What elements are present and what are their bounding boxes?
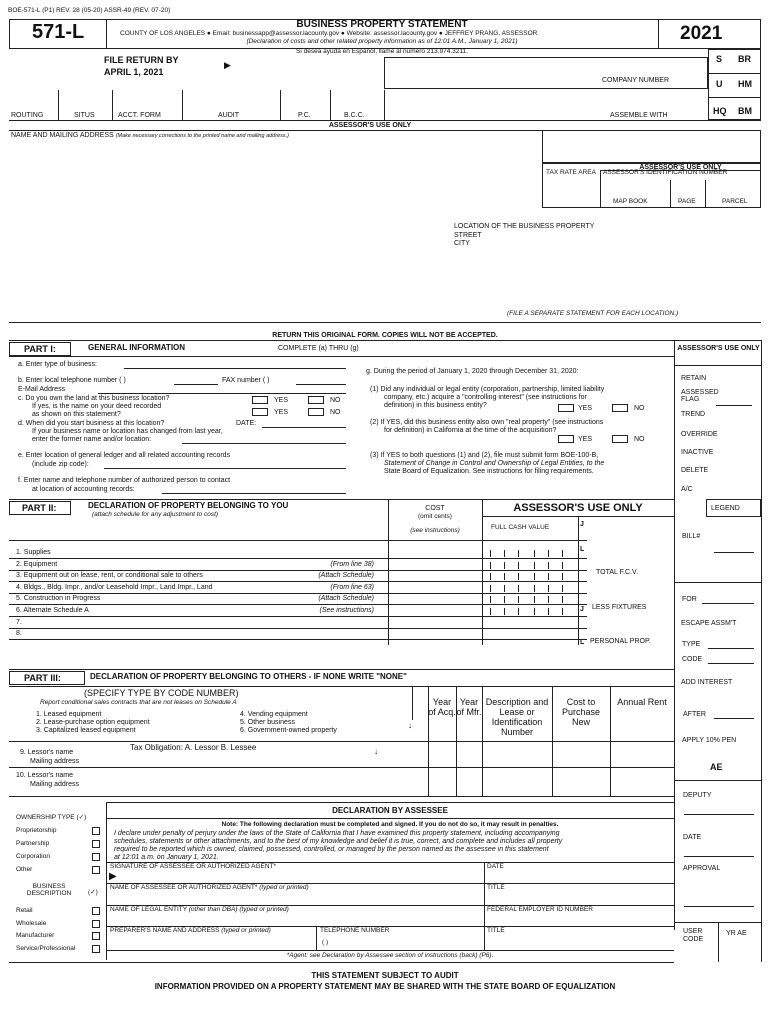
tax-rate-area-label: TAX RATE AREA: [546, 169, 596, 176]
code-1: 1. Leased equipment: [36, 711, 102, 718]
situs-label: SITUS: [74, 112, 95, 119]
specify-type: (SPECIFY TYPE BY CODE NUMBER): [84, 688, 239, 698]
ae-label: AE: [710, 762, 723, 772]
year-acq-header: Year of Acq.: [428, 697, 456, 717]
footer-audit: THIS STATEMENT SUBJECT TO AUDIT: [311, 971, 459, 980]
approval-input[interactable]: [684, 906, 754, 907]
accounting-records-label: at location of accounting records:: [32, 486, 135, 493]
routing-label: ROUTING: [11, 112, 44, 119]
map-book-label: MAP BOOK: [613, 198, 648, 205]
form-title: BUSINESS PROPERTY STATEMENT: [296, 19, 468, 30]
fax-label: FAX number ( ): [222, 377, 270, 384]
user-code-label: USER CODE: [683, 928, 704, 944]
fcv-tick: [518, 573, 519, 580]
fcv-tick: [534, 573, 535, 580]
part2-item-note: (See instructions): [319, 607, 374, 614]
yes-label: YES: [274, 397, 289, 404]
fcv-tick: [562, 596, 563, 603]
telephone-label: TELEPHONE NUMBER: [320, 927, 390, 934]
business-type-checkbox[interactable]: [92, 907, 100, 915]
code-2: 2. Lease-purchase option equipment: [36, 719, 150, 726]
code-br: BR: [738, 54, 751, 64]
part2-cost-input[interactable]: [390, 618, 480, 628]
assessor-use-only-header: ASSESSOR'S USE ONLY: [328, 122, 412, 129]
ownership-type-label: OWNERSHIP TYPE (✓): [16, 814, 87, 821]
lessor9-label: 9. Lessor's name: [20, 749, 74, 756]
cost-new-header: Cost to Purchase New: [561, 697, 601, 727]
part2-item-note: (From line 63): [330, 584, 374, 591]
form-subtitle: (Declaration of costs and other related property information as of 12:01 A.M., January 1, 2021): [246, 38, 518, 45]
ain-label: ASSESSOR'S IDENTIFICATION NUMBER: [603, 169, 728, 176]
part1-complete: COMPLETE (a) THRU (g): [278, 345, 359, 352]
yes-label: YES: [274, 409, 289, 416]
business-type-label: Service/Professional: [16, 944, 76, 952]
file-return-by: FILE RETURN BY: [104, 55, 179, 65]
spanish-help: Si desea ayuda en Español, llame al número 213.974.3211.: [296, 48, 468, 55]
no-label: NO: [330, 397, 341, 404]
business-type-checkbox[interactable]: [92, 920, 100, 928]
type-of-business-label: a. Enter type of business:: [18, 361, 97, 368]
ledger-location-input[interactable]: [104, 468, 346, 469]
code-hm: HM: [738, 79, 752, 89]
part2-cost-input[interactable]: [390, 606, 480, 616]
fcv-tick: [534, 585, 535, 592]
declaration-text2: schedules, statements or other attachments, and to the best of my knowledge and belief it is true, correct, and complete and includes all property: [114, 838, 563, 845]
part2-row-line: [9, 581, 587, 582]
tax-obligation-label: Tax Obligation: A. Lessor B. Lessee: [130, 743, 257, 752]
fcv-tick: [548, 596, 549, 603]
telephone-parens: ( ): [322, 939, 329, 946]
start-date-label: DATE:: [236, 420, 257, 427]
check-mark: (✓): [88, 889, 98, 896]
business-type-label: Retail: [16, 907, 33, 914]
city-label: CITY: [454, 240, 470, 247]
fcv-tick: [548, 550, 549, 557]
code-label: CODE: [682, 656, 703, 663]
q2-line1: (2) If YES, did this business entity also own "real property" (see instructions: [370, 419, 604, 426]
part2-item-label: 4. Bldgs., Bldg. Impr., and/or Leasehold Impr., Land Impr., Land: [16, 584, 213, 591]
down-arrow-icon: ↓: [408, 721, 412, 730]
code-bm: BM: [738, 106, 752, 116]
part2-cost-input[interactable]: [390, 571, 480, 581]
declaration-text1: I declare under penalty of perjury under the laws of the State of California that I have examined this property statement, including accompanying: [114, 830, 560, 837]
after-input[interactable]: [714, 718, 754, 719]
full-cash-value-label: FULL CASH VALUE: [491, 524, 550, 531]
q3-line2: Statement of Change in Control and Ownership of Legal Entities, to the: [384, 460, 605, 467]
down-arrow-icon: ↓: [374, 747, 378, 756]
declaration-text3: required to be reported which is owned, claimed, possessed, controlled, or managed by the person named as the assessee in this statement: [114, 846, 549, 853]
less-fixtures-label: LESS FIXTURES: [592, 604, 647, 611]
location-title: LOCATION OF THE BUSINESS PROPERTY: [454, 223, 595, 230]
parcel-label: PARCEL: [722, 198, 748, 205]
signature-label: SIGNATURE OF ASSESSEE OR AUTHORIZED AGENT*: [110, 863, 277, 870]
personal-prop-label: PERSONAL PROP.: [590, 638, 651, 645]
part2-row-line: [9, 604, 587, 605]
report-note: Report conditional sales contracts that are not leases on Schedule A: [40, 699, 237, 706]
part2-cost-input[interactable]: [390, 548, 480, 558]
q3-line3: State Board of Equalization. See instructions for filing requirements.: [384, 468, 594, 475]
acct-form-label: ACCT. FORM: [118, 112, 161, 119]
part2-item-label: 5. Construction in Progress: [16, 595, 101, 602]
part2-row-line: [9, 558, 587, 559]
fcv-tick: [548, 585, 549, 592]
part1-label: PART I:: [24, 344, 56, 354]
fcv-tick: [504, 608, 505, 615]
for-label: FOR: [682, 596, 697, 603]
code-hq: HQ: [713, 106, 727, 116]
part1-title: GENERAL INFORMATION: [88, 343, 186, 352]
q2-yes-checkbox[interactable]: [558, 435, 574, 443]
q1-line2: company, etc.) acquire a "controlling interest" (see instructions for: [384, 394, 587, 401]
code-5: 5. Other business: [240, 719, 295, 726]
start-business-label: d. When did you start business at this location?: [18, 420, 165, 427]
name-assessee-label: NAME OF ASSESSEE OR AUTHORIZED AGENT* (typed or printed): [110, 884, 309, 891]
part2-item-note: (Attach Schedule): [318, 595, 374, 602]
assessed-flag-label: ASSESSED FLAG: [681, 389, 719, 403]
no-label: NO: [330, 409, 341, 416]
fcv-tick: [534, 596, 535, 603]
part2-label: PART II:: [22, 503, 57, 513]
mailing9-label: Mailing address: [30, 758, 80, 765]
authorized-person-input[interactable]: [162, 493, 346, 494]
code-input[interactable]: [708, 663, 754, 664]
part2-row-line: [9, 593, 587, 594]
deed-no-checkbox[interactable]: [308, 408, 324, 416]
fcv-tick: [562, 585, 563, 592]
agent-note: *Agent: see Declaration by Assessee section of instructions (back) (P6).: [286, 952, 494, 959]
business-type-checkbox[interactable]: [92, 945, 100, 953]
fcv-tick: [518, 608, 519, 615]
audit-label: AUDIT: [218, 112, 239, 119]
fcv-tick: [490, 550, 491, 557]
bcc-label: B.C.C.: [344, 112, 365, 119]
q1-no-checkbox[interactable]: [612, 404, 628, 412]
for-input[interactable]: [702, 603, 754, 604]
ownership-type-checkbox[interactable]: [92, 840, 100, 848]
business-type-label: Manufacturer: [16, 932, 55, 939]
right-assessor-blank: [542, 130, 761, 163]
deputy-input[interactable]: [684, 814, 754, 815]
q2-line2: for definition) in California at the time of the acquisition?: [384, 427, 557, 434]
part2-item-label: 1. Supplies: [16, 549, 51, 556]
part2-cost-input[interactable]: [390, 594, 480, 604]
part3-title: DECLARATION OF PROPERTY BELONGING TO OTHERS - IF NONE WRITE "NONE": [90, 672, 407, 681]
ownership-type-label: Other: [16, 866, 33, 873]
page-label: PAGE: [678, 198, 696, 205]
fcv-tick: [504, 596, 505, 603]
fcv-tick: [562, 550, 563, 557]
fcv-tick: [504, 562, 505, 569]
part2-item-note: (From line 38): [330, 561, 374, 568]
changed-name-label: If your business name or location has changed from last year,: [32, 428, 223, 435]
ownership-type-checkbox[interactable]: [92, 866, 100, 874]
omit-cents: (omit cents): [418, 513, 452, 520]
see-instructions: (see instructions): [410, 527, 460, 534]
phone-input[interactable]: [174, 384, 218, 385]
ledger-location-label: e. Enter location of general ledger and all related accounting records: [18, 452, 231, 459]
type-input[interactable]: [708, 648, 754, 649]
part2-row-line: [9, 570, 587, 571]
own-land-no-checkbox[interactable]: [308, 396, 324, 404]
yes-label: YES: [578, 405, 593, 412]
form-year: 2021: [680, 23, 723, 44]
fcv-tick: [490, 573, 491, 580]
add-interest-label: ADD INTEREST: [681, 679, 733, 686]
fcv-tick: [534, 608, 535, 615]
fcv-tick: [504, 550, 505, 557]
delete-label: DELETE: [681, 467, 709, 474]
company-number-label: COMPANY NUMBER: [602, 77, 670, 84]
ownership-type-label: Partnership: [16, 840, 50, 847]
fcv-tick: [548, 573, 549, 580]
sidebar-date-input[interactable]: [684, 856, 754, 857]
fcv-tick: [504, 573, 505, 580]
business-description-label: BUSINESS DESCRIPTION: [26, 883, 72, 897]
part2-cost-input[interactable]: [390, 629, 480, 639]
footer-sharing: INFORMATION PROVIDED ON A PROPERTY STATEMENT MAY BE SHARED WITH THE STATE BOARD OF EQUALIZATION: [154, 982, 616, 991]
q1-line1: (1) Did any individual or legal entity (corporation, partnership, limited liability: [370, 386, 605, 393]
code-u: U: [716, 79, 723, 89]
trend-label: TREND: [681, 411, 706, 418]
fcv-tick: [518, 562, 519, 569]
part3-label: PART III:: [24, 673, 61, 683]
part2-item-label: 7.: [16, 619, 22, 626]
form-code: BOE-571-L (P1) REV. 28 (05-20) ASSR-49 (REV. 07-20): [8, 7, 171, 14]
q1-line3: definition) in this business entity?: [384, 402, 487, 409]
fcv-tick: [548, 608, 549, 615]
former-name-label: enter the former name and/or location:: [32, 436, 152, 443]
yes-label: YES: [578, 436, 593, 443]
business-type-checkbox[interactable]: [92, 932, 100, 940]
form-number: 571-L: [32, 21, 85, 43]
part2-row-line: [9, 616, 587, 617]
override-label: OVERRIDE: [681, 431, 718, 438]
escape-assmt-label: ESCAPE ASSM'T: [681, 620, 737, 627]
period-question: g. During the period of January 1, 2020 through December 31, 2020:: [366, 368, 579, 375]
part2-title: DECLARATION OF PROPERTY BELONGING TO YOU: [88, 501, 289, 510]
part2-cost-input[interactable]: [390, 583, 480, 593]
letter-l2: L: [580, 639, 585, 646]
county-line: COUNTY OF LOS ANGELES ● Email: businessapp@assessor.lacounty.gov ● Website: assessor.lacounty.gov ● JEFFREY PRANG, ASSESSOR: [120, 30, 538, 37]
letter-j: J: [580, 521, 584, 528]
fcv-tick: [518, 550, 519, 557]
name-address-label: NAME AND MAILING ADDRESS (Make necessary corrections to the printed name and mailing address.): [11, 132, 289, 139]
email-input[interactable]: [98, 393, 346, 394]
business-type-label: Wholesale: [16, 919, 47, 927]
file-date: APRIL 1, 2021: [104, 67, 164, 77]
no-label: NO: [634, 405, 645, 412]
type-label: TYPE: [682, 641, 701, 648]
as-shown-label: as shown on this statement?: [32, 411, 121, 418]
fcv-tick: [562, 573, 563, 580]
company-number-box[interactable]: [384, 57, 708, 89]
assessed-flag-input[interactable]: [716, 405, 752, 406]
separate-statement-note: (FILE A SEPARATE STATEMENT FOR EACH LOCATION.): [507, 310, 679, 317]
yr-ae-label: YR AE: [726, 930, 747, 937]
no-label: NO: [634, 436, 645, 443]
right-assessor-use-label: ASSESSOR'S USE ONLY: [639, 164, 722, 171]
assemble-with-label: ASSEMBLE WITH: [610, 112, 668, 119]
fcv-tick: [548, 562, 549, 569]
description-header: Description and Lease or Identification Number: [485, 697, 549, 737]
title-label: TITLE: [487, 884, 505, 891]
sidebar-date-label: DATE: [683, 834, 702, 841]
fcv-tick: [534, 550, 535, 557]
fcv-tick: [562, 562, 563, 569]
code-3: 3. Capitalized leased equipment: [36, 727, 136, 734]
q3-line1: (3) If YES to both questions (1) and (2), file must submit form BOE-100-B,: [370, 452, 599, 459]
authorized-person-label: f. Enter name and telephone number of authorized person to contact: [18, 477, 231, 484]
declaration-title: DECLARATION BY ASSESSEE: [332, 806, 448, 815]
fcv-tick: [490, 608, 491, 615]
total-fcv-label: TOTAL F.C.V.: [596, 569, 639, 576]
part2-item-note: (Attach Schedule): [318, 572, 374, 579]
fein-label: FEDERAL EMPLOYER ID NUMBER: [487, 906, 593, 913]
fcv-tick: [518, 596, 519, 603]
year-mfr-header: Year of Mfr.: [456, 697, 482, 717]
ownership-type-checkbox[interactable]: [92, 827, 100, 835]
fcv-tick: [504, 585, 505, 592]
former-name-input[interactable]: [182, 443, 346, 444]
part2-item-label: 8.: [16, 630, 22, 637]
arrow-icon: ▶: [224, 60, 231, 70]
fax-input[interactable]: [296, 384, 346, 385]
own-land-label: c. Do you own the land at this business location?: [18, 395, 170, 402]
fcv-tick: [490, 585, 491, 592]
part2-item-label: 2. Equipment: [16, 561, 58, 568]
bill-input[interactable]: [714, 552, 754, 553]
pc-label: P.C.: [298, 112, 311, 119]
retain-label: RETAIN: [681, 375, 707, 382]
return-original-note: RETURN THIS ORIGINAL FORM. COPIES WILL NOT BE ACCEPTED.: [272, 332, 498, 339]
preparer-title-label: TITLE: [487, 927, 505, 934]
bill-label: BILL#: [682, 533, 701, 540]
letter-l: L: [580, 546, 585, 553]
ownership-type-label: Proprietorship: [16, 827, 57, 834]
fcv-tick: [534, 562, 535, 569]
ac-label: A/C: [681, 486, 693, 493]
q2-no-checkbox[interactable]: [612, 435, 628, 443]
type-of-business-input[interactable]: [124, 368, 346, 369]
mailing10-label: Mailing address: [30, 781, 80, 788]
legal-entity-label: NAME OF LEGAL ENTITY (other than DBA) (typed or printed): [110, 906, 289, 913]
phone-label: b. Enter local telephone number ( ): [18, 377, 126, 384]
deed-recorded-label: If yes, is the name on your deed recorded: [32, 403, 162, 410]
start-date-input[interactable]: [262, 427, 346, 428]
email-label: E-Mail Address: [18, 386, 66, 393]
deputy-label: DEPUTY: [683, 792, 712, 799]
part2-item-label: 6. Alternate Schedule A: [16, 607, 89, 614]
after-label: AFTER: [683, 711, 706, 718]
preparer-label: PREPARER'S NAME AND ADDRESS (typed or printed): [110, 927, 271, 934]
approval-label: APPROVAL: [683, 865, 721, 872]
deed-yes-checkbox[interactable]: [252, 408, 268, 416]
letter-j2: J: [580, 606, 584, 613]
part2-item-label: 3. Equipment out on lease, rent, or conditional sale to others: [16, 572, 203, 579]
fcv-tick: [562, 608, 563, 615]
ownership-type-label: Corporation: [16, 853, 50, 860]
part2-subtitle: (attach schedule for any adjustment to cost): [92, 511, 219, 518]
ownership-type-checkbox[interactable]: [92, 853, 100, 861]
apply-pen-label: APPLY 10% PEN: [682, 737, 737, 744]
sidebar-title: ASSESSOR'S USE ONLY: [677, 345, 760, 352]
own-land-yes-checkbox[interactable]: [252, 396, 268, 404]
inactive-label: INACTIVE: [681, 449, 714, 456]
cost-header: COST: [425, 505, 445, 512]
sig-date-label: DATE: [487, 863, 504, 870]
annual-rent-header: Annual Rent: [617, 697, 667, 707]
sign-arrow-icon: ▶: [109, 871, 117, 882]
part2-row-line: [9, 628, 587, 629]
declaration-note: Note: The following declaration must be completed and signed. If you do not do so, it may result in penalties.: [221, 821, 559, 828]
fcv-tick: [518, 585, 519, 592]
code-4: 4. Vending equipment: [240, 711, 308, 718]
zip-label: (include zip code):: [32, 461, 89, 468]
fcv-tick: [490, 562, 491, 569]
street-label: STREET: [454, 232, 482, 239]
legend-label: LEGEND: [711, 505, 740, 512]
lessor10-label: 10. Lessor's name: [16, 772, 73, 779]
part2-row-line: [9, 639, 587, 640]
part2-assessor-use: ASSESSOR'S USE ONLY: [513, 502, 643, 514]
q1-yes-checkbox[interactable]: [558, 404, 574, 412]
declaration-text4: at 12:01 a.m. on January 1, 2021.: [114, 854, 219, 861]
fcv-tick: [490, 596, 491, 603]
code-6: 6. Government-owned property: [240, 727, 337, 734]
part2-cost-input[interactable]: [390, 560, 480, 570]
code-s: S: [716, 54, 723, 64]
